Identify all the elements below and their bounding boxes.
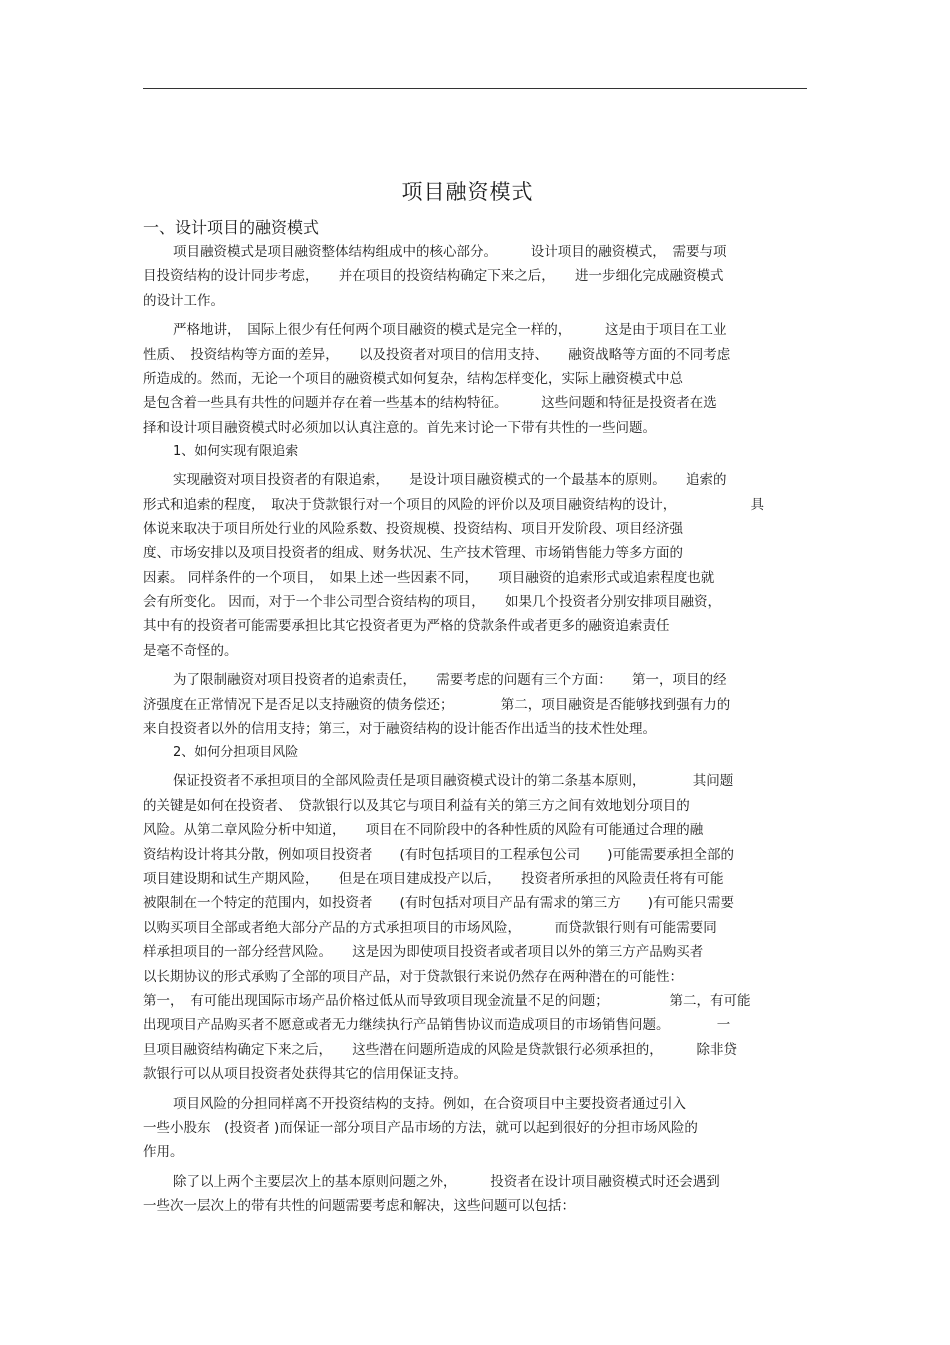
section-heading: 一、设计项目的融资模式: [143, 218, 320, 237]
paragraph-line: 所造成的。然而，无论一个项目的融资模式如何复杂，结构怎样变化，实际上融资模式中总: [143, 370, 683, 387]
paragraph-line: 是包含着一些具有共性的问题并存在着一些基本的结构特征。 这些问题和特征是投资者在选: [143, 395, 717, 412]
paragraph: [143, 668, 807, 741]
paragraph-line: 因素。 同样条件的一个项目， 如果上述一些因素不同， 项目融资的追索形式或追索程度也就: [143, 569, 715, 586]
paragraph: [143, 769, 807, 1086]
paragraph-line: 是毫不奇怪的。: [143, 642, 238, 659]
paragraph-line: 第一， 有可能出现国际市场产品价格过低从而导致项目现金流量不足的问题； 第二，有可能: [143, 992, 751, 1009]
paragraph-line: 实现融资对项目投资者的有限追索， 是设计项目融资模式的一个最基本的原则。 追索的: [173, 472, 727, 489]
paragraph-line: 旦项目融资结构确定下来之后， 这些潜在问题所造成的风险是贷款银行必须承担的， 除非贷: [143, 1041, 737, 1058]
paragraph-line: 来自投资者以外的信用支持；第三，对于融资结构的设计能否作出适当的技术性处理。: [143, 721, 656, 738]
paragraph-line: 择和设计项目融资模式时必须加以认真注意的。首先来讨论一下带有共性的一些问题。: [143, 419, 656, 436]
paragraph-line: 以长期协议的形式承购了全部的项目产品，对于贷款银行来说仍然存在两种潜在的可能性：: [143, 968, 683, 985]
paragraph-line: 体说来取决于项目所处行业的风险系数、投资规模、投资结构、项目开发阶段、项目经济强: [143, 520, 683, 537]
header-rule: [143, 88, 807, 89]
paragraph-line: 款银行可以从项目投资者处获得其它的信用保证支持。: [143, 1066, 467, 1083]
document-body: [143, 216, 807, 1218]
paragraph-line: 会有所变化。 因而，对于一个非公司型合资结构的项目， 如果几个投资者分别安排项目融资，: [143, 594, 722, 611]
paragraph-line: 度、市场安排以及项目投资者的组成、财务状况、生产技术管理、市场销售能力等多方面的: [143, 545, 683, 562]
document-title: 项目融资模式: [401, 180, 534, 204]
paragraph-line: 形式和追索的程度， 取决于贷款银行对一个项目的风险的评价以及项目融资结构的设计， 具: [143, 496, 764, 513]
paragraph: [143, 1092, 807, 1165]
paragraph-line: 除了以上两个主要层次上的基本原则问题之外， 投资者在设计项目融资模式时还会遇到: [173, 1173, 720, 1190]
paragraph-line: 项目融资模式是项目融资整体结构组成中的核心部分。 设计项目的融资模式， 需要与项: [173, 244, 727, 260]
paragraph-line: 资结构设计将其分散，例如项目投资者 (有时包括项目的工程承包公司 )可能需要承担全部的: [143, 846, 735, 863]
paragraph: [143, 1170, 807, 1219]
paragraph-line: 严格地讲， 国际上很少有任何两个项目融资的模式是完全一样的， 这是由于项目在工业: [173, 322, 727, 339]
paragraph-line: 济强度在正常情况下是否足以支持融资的债务偿还； 第二，项目融资是否能够找到强有力的: [143, 696, 731, 713]
paragraph: [143, 468, 807, 663]
paragraph-line: 作用。: [143, 1144, 184, 1161]
paragraph-line: 其中有的投资者可能需要承担比其它投资者更为严格的贷款条件或者更多的融资追索责任: [143, 618, 670, 635]
paragraph: [143, 318, 807, 440]
paragraph-line: 一些次一层次上的带有共性的问题需要考虑和解决，这些问题可以包括：: [143, 1198, 575, 1215]
subsection-heading: 2、如何分担项目风险: [173, 745, 299, 761]
paragraph: [143, 240, 807, 313]
paragraph-line: 样承担项目的一部分经营风险。 这是因为即使项目投资者或者项目以外的第三方产品购买者: [143, 944, 704, 961]
paragraph-line: 项目建设期和试生产期风险， 但是在项目建成投产以后， 投资者所承担的风险责任将有可能: [143, 870, 724, 887]
paragraph-line: 被限制在一个特定的范围内，如投资者 (有时包括对项目产品有需求的第三方 )有可能只需要: [143, 895, 735, 912]
subsection-heading: 1、如何实现有限追索: [173, 444, 299, 460]
paragraph-line: 为了限制融资对项目投资者的追索责任， 需要考虑的问题有三个方面： 第一，项目的经: [173, 672, 727, 689]
paragraph-line: 保证投资者不承担项目的全部风险责任是项目融资模式设计的第二条基本原则， 其问题: [173, 773, 734, 790]
paragraph-line: 以购买项目全部或者绝大部分产品的方式承担项目的市场风险， 而贷款银行则有可能需要同: [143, 919, 717, 936]
paragraph-line: 一些小股东 (投资者 )而保证一部分项目产品市场的方法，就可以起到很好的分担市场风险的: [143, 1119, 698, 1136]
paragraph-line: 的设计工作。: [143, 292, 224, 309]
paragraph-line: 目投资结构的设计同步考虑， 并在项目的投资结构确定下来之后， 进一步细化完成融资模式: [143, 268, 724, 285]
paragraph-line: 性质、 投资结构等方面的差异， 以及投资者对项目的信用支持、 融资战略等方面的不同考虑: [143, 346, 731, 363]
paragraph-line: 的关键是如何在投资者、 贷款银行以及其它与项目利益有关的第三方之间有效地划分项目的: [143, 797, 690, 814]
paragraph-line: 出现项目产品购买者不愿意或者无力继续执行产品销售协议而造成项目的市场销售问题。 一: [143, 1017, 731, 1034]
paragraph-line: 风险。从第二章风险分析中知道， 项目在不同阶段中的各种性质的风险有可能通过合理的融: [143, 822, 704, 839]
paragraph-line: 项目风险的分担同样离不开投资结构的支持。例如，在合资项目中主要投资者通过引入: [173, 1095, 686, 1112]
